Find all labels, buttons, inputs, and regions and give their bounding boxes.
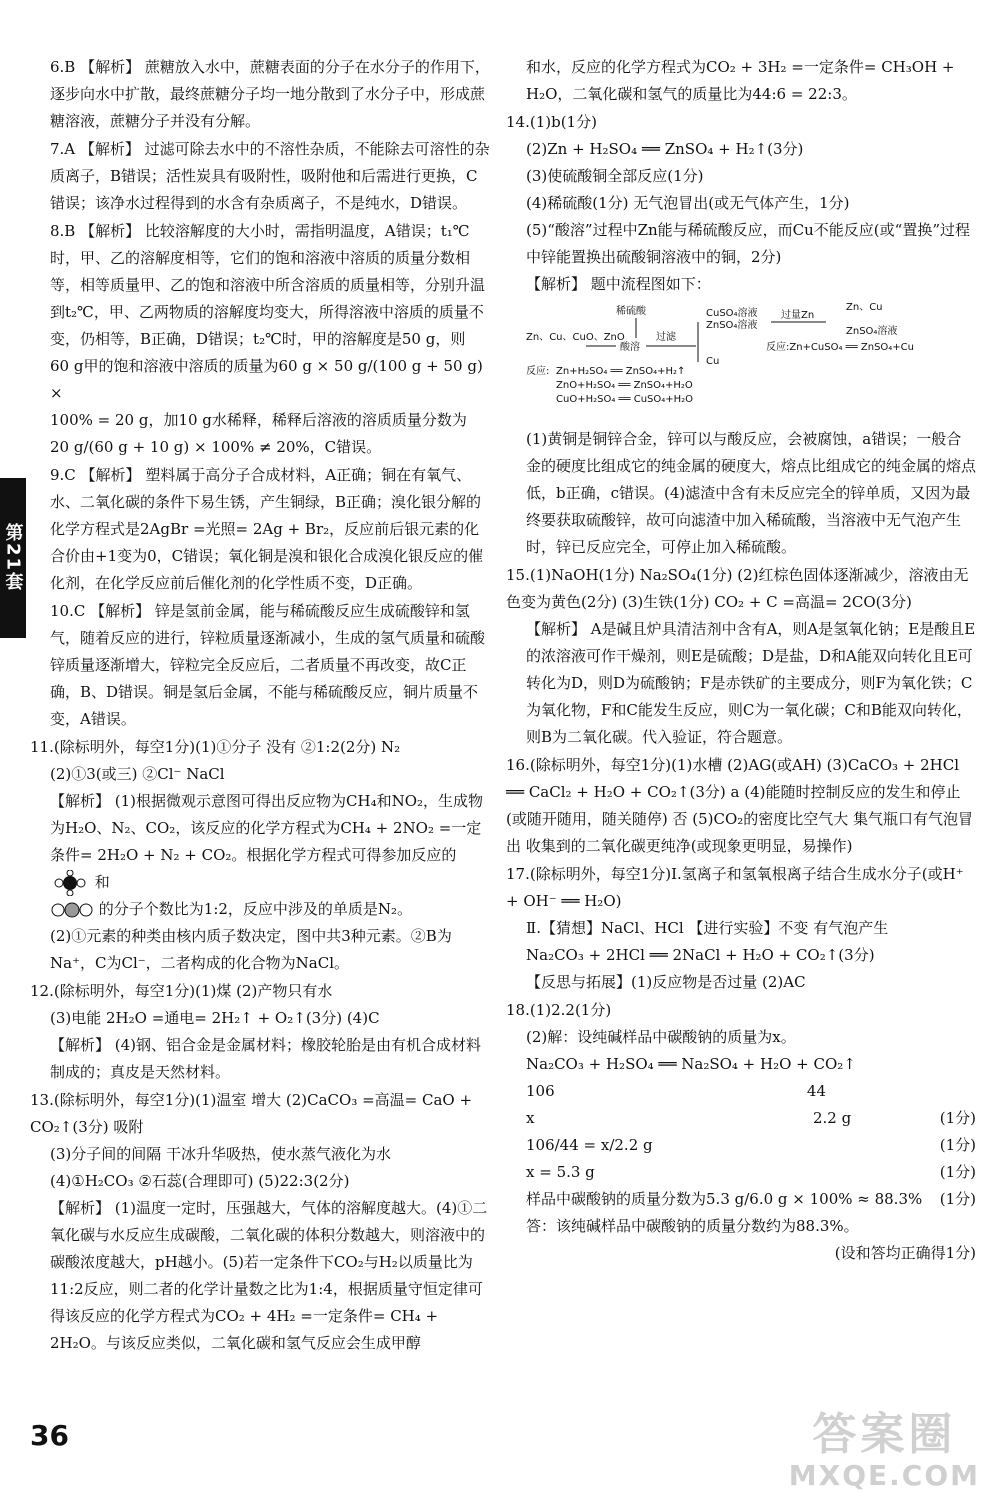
answer-18-x-value-row [506,1159,976,1186]
flow-reaction-label: 反应: [526,366,550,377]
flow-reaction-1c: CuO+H₂SO₄ ══ CuSO₄+H₂O [556,394,694,405]
flow-output-1: Zn、Cu [846,302,883,313]
answer-11-and: 和 [94,873,110,891]
answer-18-conclusion: 答：该纯碱样品中碳酸钠的质量分数约为88.3%。 [526,1217,859,1235]
answer-16-text: 16.(除标明外，每空1分)(1)水槽 (2)AG(或AH) (3)CaCO₃ + 2HCl ══ CaCl₂ + H₂O + CO₂↑(3分) a (4)能随时控制反应的发生和停止(或随开随用，随关随停) 否 (5)CO₂的密度比空气大 集气瓶口有气泡冒出 收集到的二氧化碳更纯净(或现象更明显，易操作) [506,756,974,855]
answer-13-line-1: 13.(除标明外，每空1分)(1)温室 增大 (2)CaCO₃ =高温= CaO + CO₂↑(3分) 吸附 [30,1091,473,1136]
answer-18-unknown-row [506,1105,976,1132]
answer-11-ratio [30,896,492,923]
answer-10-text: 10.C 【解析】 锌是氢前金属，能与稀硫酸反应生成硫酸锌和氢气，随着反应的进行，锌粒质量逐渐减小，生成的氢气质量和硫酸锌质量逐渐增大，锌粒完全反应后，二者质量不再改变，故C正确，B、D错误。铜是氢后金属，不能与稀硫酸反应，铜片质量不变，A错误。 [50,602,486,728]
answer-12 [30,978,492,1086]
answer-15 [506,562,976,751]
watermark [789,1409,980,1491]
answer-11 [30,734,492,977]
answer-6-text: 6.B 【解析】 蔗糖放入水中，蔗糖表面的分子在水分子的作用下，逐步向水中扩散，最终蔗糖分子均一地分散到了水分子中，形成蔗糖溶液，蔗糖分子并没有分解。 [50,58,490,130]
flow-step-filter: 过滤 [656,332,676,343]
answer-9 [30,462,492,597]
flow-step-zn: 过量Zn [781,310,815,321]
answer-12-line-1: 12.(除标明外，每空1分)(1)煤 (2)产物只有水 [30,982,333,1000]
flow-start-label: Zn、Cu、CuO、ZnO [526,332,625,343]
process-flow-diagram [526,302,946,422]
answer-14-line-5: (5)“酸溶”过程中Zn能与稀硫酸反应，而Cu不能反应(或“置换”过程中锌能置换出硫酸铜溶液中的铜，2分) [526,221,970,266]
answer-18-percent-row [506,1186,976,1213]
answer-14-analysis: 【解析】 题中流程图如下： [526,275,711,293]
answer-8-formula-1: 60 g甲的饱和溶液中溶质的质量为60 g × 50 g/(100 g + 50 g) × [50,357,483,402]
watermark-url: MXQE.COM [788,1459,980,1492]
answer-12-line-2: (3)电能 2H₂O =通电= 2H₂↑ + O₂↑(3分) (4)C [50,1009,380,1027]
watermark-logo-text: 答案圈 [812,1409,957,1460]
answer-18-line-2: (2)解：设纯碱样品中碳酸钠的质量为x。 [526,1028,796,1046]
answer-18-co2-mass: 44 [806,1082,826,1100]
answer-11-line-1: 11.(除标明外，每空1分)(1)①分子 没有 ②1:2(2分) N₂ [30,738,401,756]
answer-11-analysis [30,788,492,896]
answer-13-cont [506,54,976,108]
answer-14-analysis-detail: (1)黄铜是铜锌合金，锌可以与酸反应，会被腐蚀，a错误；一般合金的硬度比组成它的纯金属的硬度大，熔点比组成它的纯金属的熔点低，b正确，c错误。(4)滤渣中含有未反应完全的锌单质，又因为最终要获取硫酸锌，故可向滤渣中加入稀硫酸，当溶液中无气泡产生时，锌已反应完全，可停止加入稀硫酸。 [526,430,977,556]
answer-18-score-1: (1分) [939,1109,976,1127]
answer-14-line-2: (2)Zn + H₂SO₄ ══ ZnSO₄ + H₂↑(3分) [526,140,804,158]
answer-14-line-3: (3)使硫酸铜全部反应(1分) [526,167,704,185]
answer-8 [30,218,492,461]
flow-znso4-label: ZnSO₄溶液 [706,320,758,331]
left-column [30,54,492,1358]
answer-13-line-2: (3)分子间的间隔 干冰升华吸热，使水蒸气液化为水 [50,1145,392,1163]
answer-18-score-3: (1分) [939,1163,976,1181]
flow-reaction-1b: ZnO+H₂SO₄ ══ ZnSO₄+H₂O [556,380,693,391]
answer-18-line-1: 18.(1)2.2(1分) [506,1001,612,1019]
flow-reaction-2: 反应:Zn+CuSO₄ ══ ZnSO₄+Cu [766,342,914,353]
answer-10 [30,598,492,733]
flow-acid-label: 稀硫酸 [616,306,646,317]
answer-16 [506,752,976,860]
answer-8-text: 8.B 【解析】 比较溶解度的大小时，需指明温度，A错误；t₁℃时，甲、乙的溶解度相等，它们的饱和溶液中溶质的质量分数相等，相等质量甲、乙的饱和溶液中所含溶质的质量相等，分别升温到t₂℃，甲、乙两物质的溶解度均变大，所得溶液中溶质的质量不变，仍相等，B正确，D错误；t₂℃时，甲的溶解度是50 g，则 [50,222,486,348]
answer-17-line-4: 【反思与拓展】(1)反应物是否过量 (2)AC [526,973,806,991]
answer-11-ratio-text: 的分子个数比为1:2，反应中涉及的单质是N₂。 [98,900,413,918]
answer-13-line-3: (4)①H₂CO₃ ②石蕊(合理即可) (5)22:3(2分) [50,1172,350,1190]
answer-13 [30,1087,492,1357]
no2-molecule-icon [50,901,94,919]
answer-15-line-1: 15.(1)NaOH(1分) Na₂SO₄(1分) (2)红棕色固体逐渐减少，溶液由无色变为黄色(2分) (3)生铁(1分) CO₂ + C =高温= 2CO(3分) [506,566,969,611]
answer-6 [30,54,492,135]
answer-7-text: 7.A 【解析】 过滤可除去水中的不溶性杂质，不能除去可溶性的杂质离子，B错误；活性炭具有吸附性，吸附他和后需进行更换，C错误；该净水过程得到的水含有杂质离子，不是纯水，D错误。 [50,140,490,212]
answer-18-equation: Na₂CO₃ + H₂SO₄ ══ Na₂SO₄ + H₂O + CO₂↑ [526,1055,856,1073]
section-tab: 第21套 [0,478,26,638]
answer-18-mass-row [506,1078,976,1105]
right-column [506,54,976,1268]
answer-18-score-2: (1分) [939,1136,976,1154]
answer-12-analysis: 【解析】 (4)钢、铝合金是金属材料；橡胶轮胎是由有机合成材料制成的；真皮是天然材料。 [50,1036,482,1081]
answer-9-text: 9.C 【解析】 塑料属于高分子合成材料，A正确；铜在有氧气、水、二氧化碳的条件下易生锈，产生铜绿，B正确；溴化银分解的化学方程式是2AgBr =光照= 2Ag + Br₂，反应前后银元素的化合价由+1变为0，C错误；氧化铜是溴和银化合成溴化银反应的催化剂，在化学反应前后催化剂的化学性质不变，D正确。 [50,466,484,592]
flow-cu-label: Cu [706,356,720,367]
answer-18-x: x [526,1109,535,1127]
answer-18-percent: 样品中碳酸钠的质量分数为5.3 g/6.0 g × 100% ≈ 88.3% [526,1190,923,1208]
flow-cuso4-label: CuSO₄溶液 [706,308,758,319]
page-number: 36 [30,1419,69,1452]
answer-18 [506,997,976,1267]
answer-14 [506,109,976,561]
flow-step-dissolve: 酸溶 [620,342,640,353]
molecule-icon [50,870,90,896]
answer-11-part-2: (2)①元素的种类由核内质子数决定，图中共3种元素。②B为Na⁺，C为Cl⁻，二者构成的化合物为NaCl。 [50,927,452,972]
answer-13-cont-text: 和水，反应的化学方程式为CO₂ + 3H₂ =一定条件= CH₃OH + H₂O，二氧化碳和氢气的质量比为44:6 = 22:3。 [526,58,955,103]
answer-18-na2co3-mass: 106 [526,1082,555,1100]
answer-15-analysis: 【解析】 A是碱且炉具清洁剂中含有A，则A是氢氧化钠；E是酸且E的浓溶液可作干燥剂，则E是硫酸；D是盐，D和A能双向转化且E可转化为D，则D为硫酸钠；F是赤铁矿的主要成分，则F为氧化铁；C为氧化物，F和C能发生反应，则C为一氧化碳；C和B能双向转化，则B为二氧化碳。代入验证，符合题意。 [526,620,976,746]
answer-18-x-value: x = 5.3 g [526,1163,595,1181]
answer-18-ratio: 106/44 = x/2.2 g [526,1136,653,1154]
answer-18-co2-actual: 2.2 g [812,1109,852,1127]
answer-18-ratio-row [506,1132,976,1159]
answer-14-line-1: 14.(1)b(1分) [506,113,597,131]
answer-17-line-1: 17.(除标明外，每空1分)Ⅰ.氢离子和氢氧根离子结合生成水分子(或H⁺ + OH⁻ ══ H₂O) [506,865,964,910]
answer-8-formula-2: 100% = 20 g，加10 g水稀释，稀释后溶液的溶质质量分数为 [50,411,467,429]
answer-8-formula-3: 20 g/(60 g + 10 g) × 100% ≠ 20%，C错误。 [50,438,382,456]
answer-17 [506,861,976,996]
flow-reaction-1a: Zn+H₂SO₄ ══ ZnSO₄+H₂↑ [556,366,686,377]
answer-14-line-4: (4)稀硫酸(1分) 无气泡冒出(或无气体产生，1分) [526,194,850,212]
answer-17-line-3: Na₂CO₃ + 2HCl ══ 2NaCl + H₂O + CO₂↑(3分) [526,946,875,964]
answer-7 [30,136,492,217]
answer-18-score-4: (1分) [939,1190,976,1208]
flow-output-2: ZnSO₄溶液 [846,326,898,337]
answer-17-line-2: Ⅱ.【猜想】NaCl、HCl 【进行实验】不变 有气泡产生 [526,919,889,937]
answer-18-note: (设和答均正确得1分) [834,1244,976,1262]
answer-13-analysis: 【解析】 (1)温度一定时，压强越大，气体的溶解度越大。(4)①二氧化碳与水反应生成碳酸，二氧化碳的体积分数越大，则溶液中的碳酸浓度越大，pH越小。(5)若一定条件下CO₂与H₂以质量比为11:2反应，则二者的化学计量数之比为1:4，根据质量守恒定律可得该反应的化学方程式为CO₂ + 4H₂ =一定条件= CH₄ + 2H₂O。与该反应类似，二氧化碳和氢气反应会生成甲醇 [50,1199,488,1352]
answer-11-line-2: (2)①3(或三) ②Cl⁻ NaCl [50,765,225,783]
answer-11-analysis-text: 【解析】 (1)根据微观示意图可得出反应物为CH₄和NO₂，生成物为H₂O、N₂、CO₂，该反应的化学方程式为CH₄ + 2NO₂ =一定条件= 2H₂O + N₂ + CO₂。根据化学方程式可得参加反应的 [50,792,484,864]
